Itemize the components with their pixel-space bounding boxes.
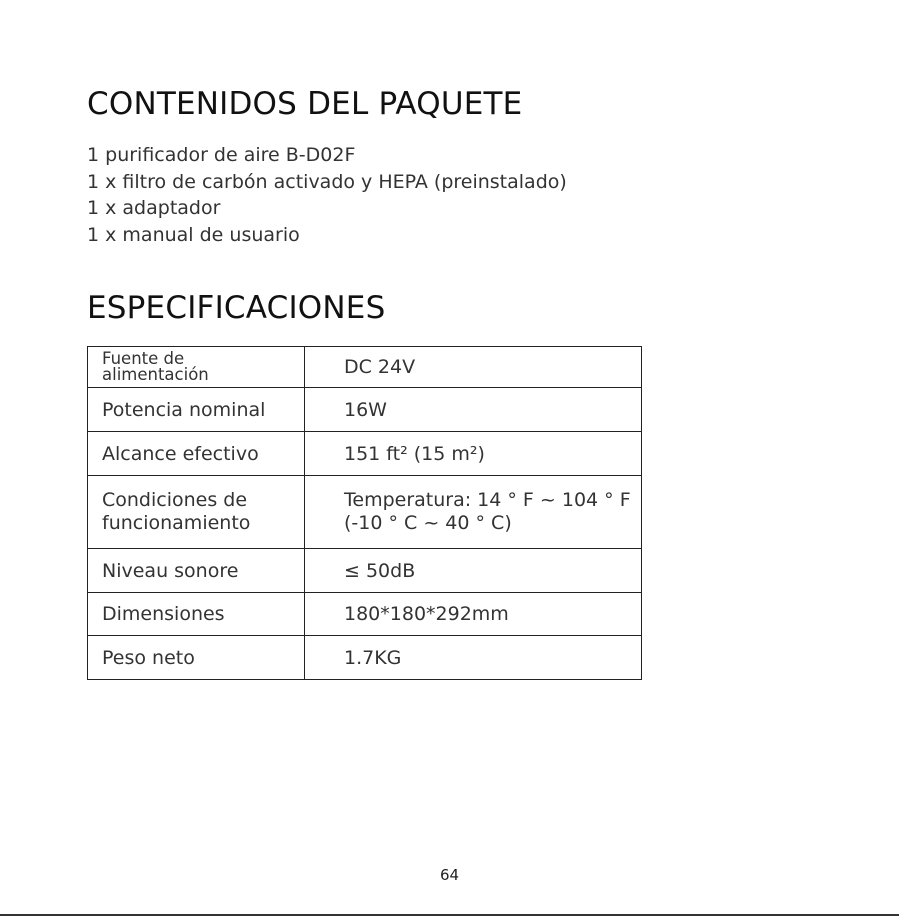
- specs-title: ESPECIFICACIONES: [87, 290, 386, 326]
- table-row: [88, 388, 642, 432]
- page-number: 64: [439, 866, 460, 884]
- spec-value-line: DC 24V: [344, 356, 416, 378]
- spec-value: [305, 347, 642, 388]
- contents-item: 1 x adaptador: [87, 197, 221, 219]
- spec-value: [305, 593, 642, 636]
- spec-key: [88, 476, 305, 549]
- contents-title: CONTENIDOS DEL PAQUETE: [87, 86, 523, 122]
- spec-key-line: Condiciones de: [102, 489, 248, 511]
- spec-key: [88, 593, 305, 636]
- spec-key-line: Alcance efectivo: [102, 442, 259, 465]
- spec-key: [88, 388, 305, 432]
- spec-key: [88, 347, 305, 388]
- spec-key-line: Dimensiones: [102, 603, 225, 625]
- spec-key: [88, 432, 305, 476]
- spec-value: [305, 432, 642, 476]
- spec-key-line: Fuente de: [102, 349, 185, 368]
- spec-key-line: Potencia nominal: [102, 398, 266, 421]
- table-row: [88, 432, 642, 476]
- spec-value: [305, 476, 642, 549]
- table-row: [88, 636, 642, 680]
- spec-key: [88, 636, 305, 680]
- spec-key: [88, 549, 305, 593]
- spec-value: [305, 549, 642, 593]
- contents-item: 1 x manual de usuario: [87, 223, 300, 246]
- spec-key-line: Niveau sonore: [102, 559, 239, 582]
- spec-value: [305, 388, 642, 432]
- spec-value-line: (-10 ° C ~ 40 ° C): [344, 512, 512, 534]
- spec-value: [305, 636, 642, 680]
- spec-key-line: alimentación: [102, 365, 209, 384]
- spec-value-line: 1.7KG: [344, 646, 402, 669]
- table-row: [88, 593, 642, 636]
- spec-value-line: ≤ 50dB: [344, 559, 416, 582]
- table-row: [88, 549, 642, 593]
- contents-item: 1 purificador de aire B-D02F: [87, 144, 356, 166]
- contents-list: [87, 142, 567, 248]
- table-row: [88, 476, 642, 549]
- spec-value-line: 151 ft² (15 m²): [344, 442, 485, 465]
- spec-table: [87, 346, 642, 680]
- spec-value-line: 16W: [344, 398, 387, 421]
- spec-value-line: Temperatura: 14 ° F ~ 104 ° F: [344, 489, 631, 511]
- spec-key-line: Peso neto: [102, 646, 195, 669]
- spec-value-line: 180*180*292mm: [344, 603, 509, 625]
- spec-key-line: funcionamiento: [102, 512, 251, 534]
- table-row: [88, 347, 642, 388]
- contents-item: 1 x filtro de carbón activado y HEPA (preinstalado): [87, 170, 567, 193]
- bottom-divider: [0, 914, 899, 916]
